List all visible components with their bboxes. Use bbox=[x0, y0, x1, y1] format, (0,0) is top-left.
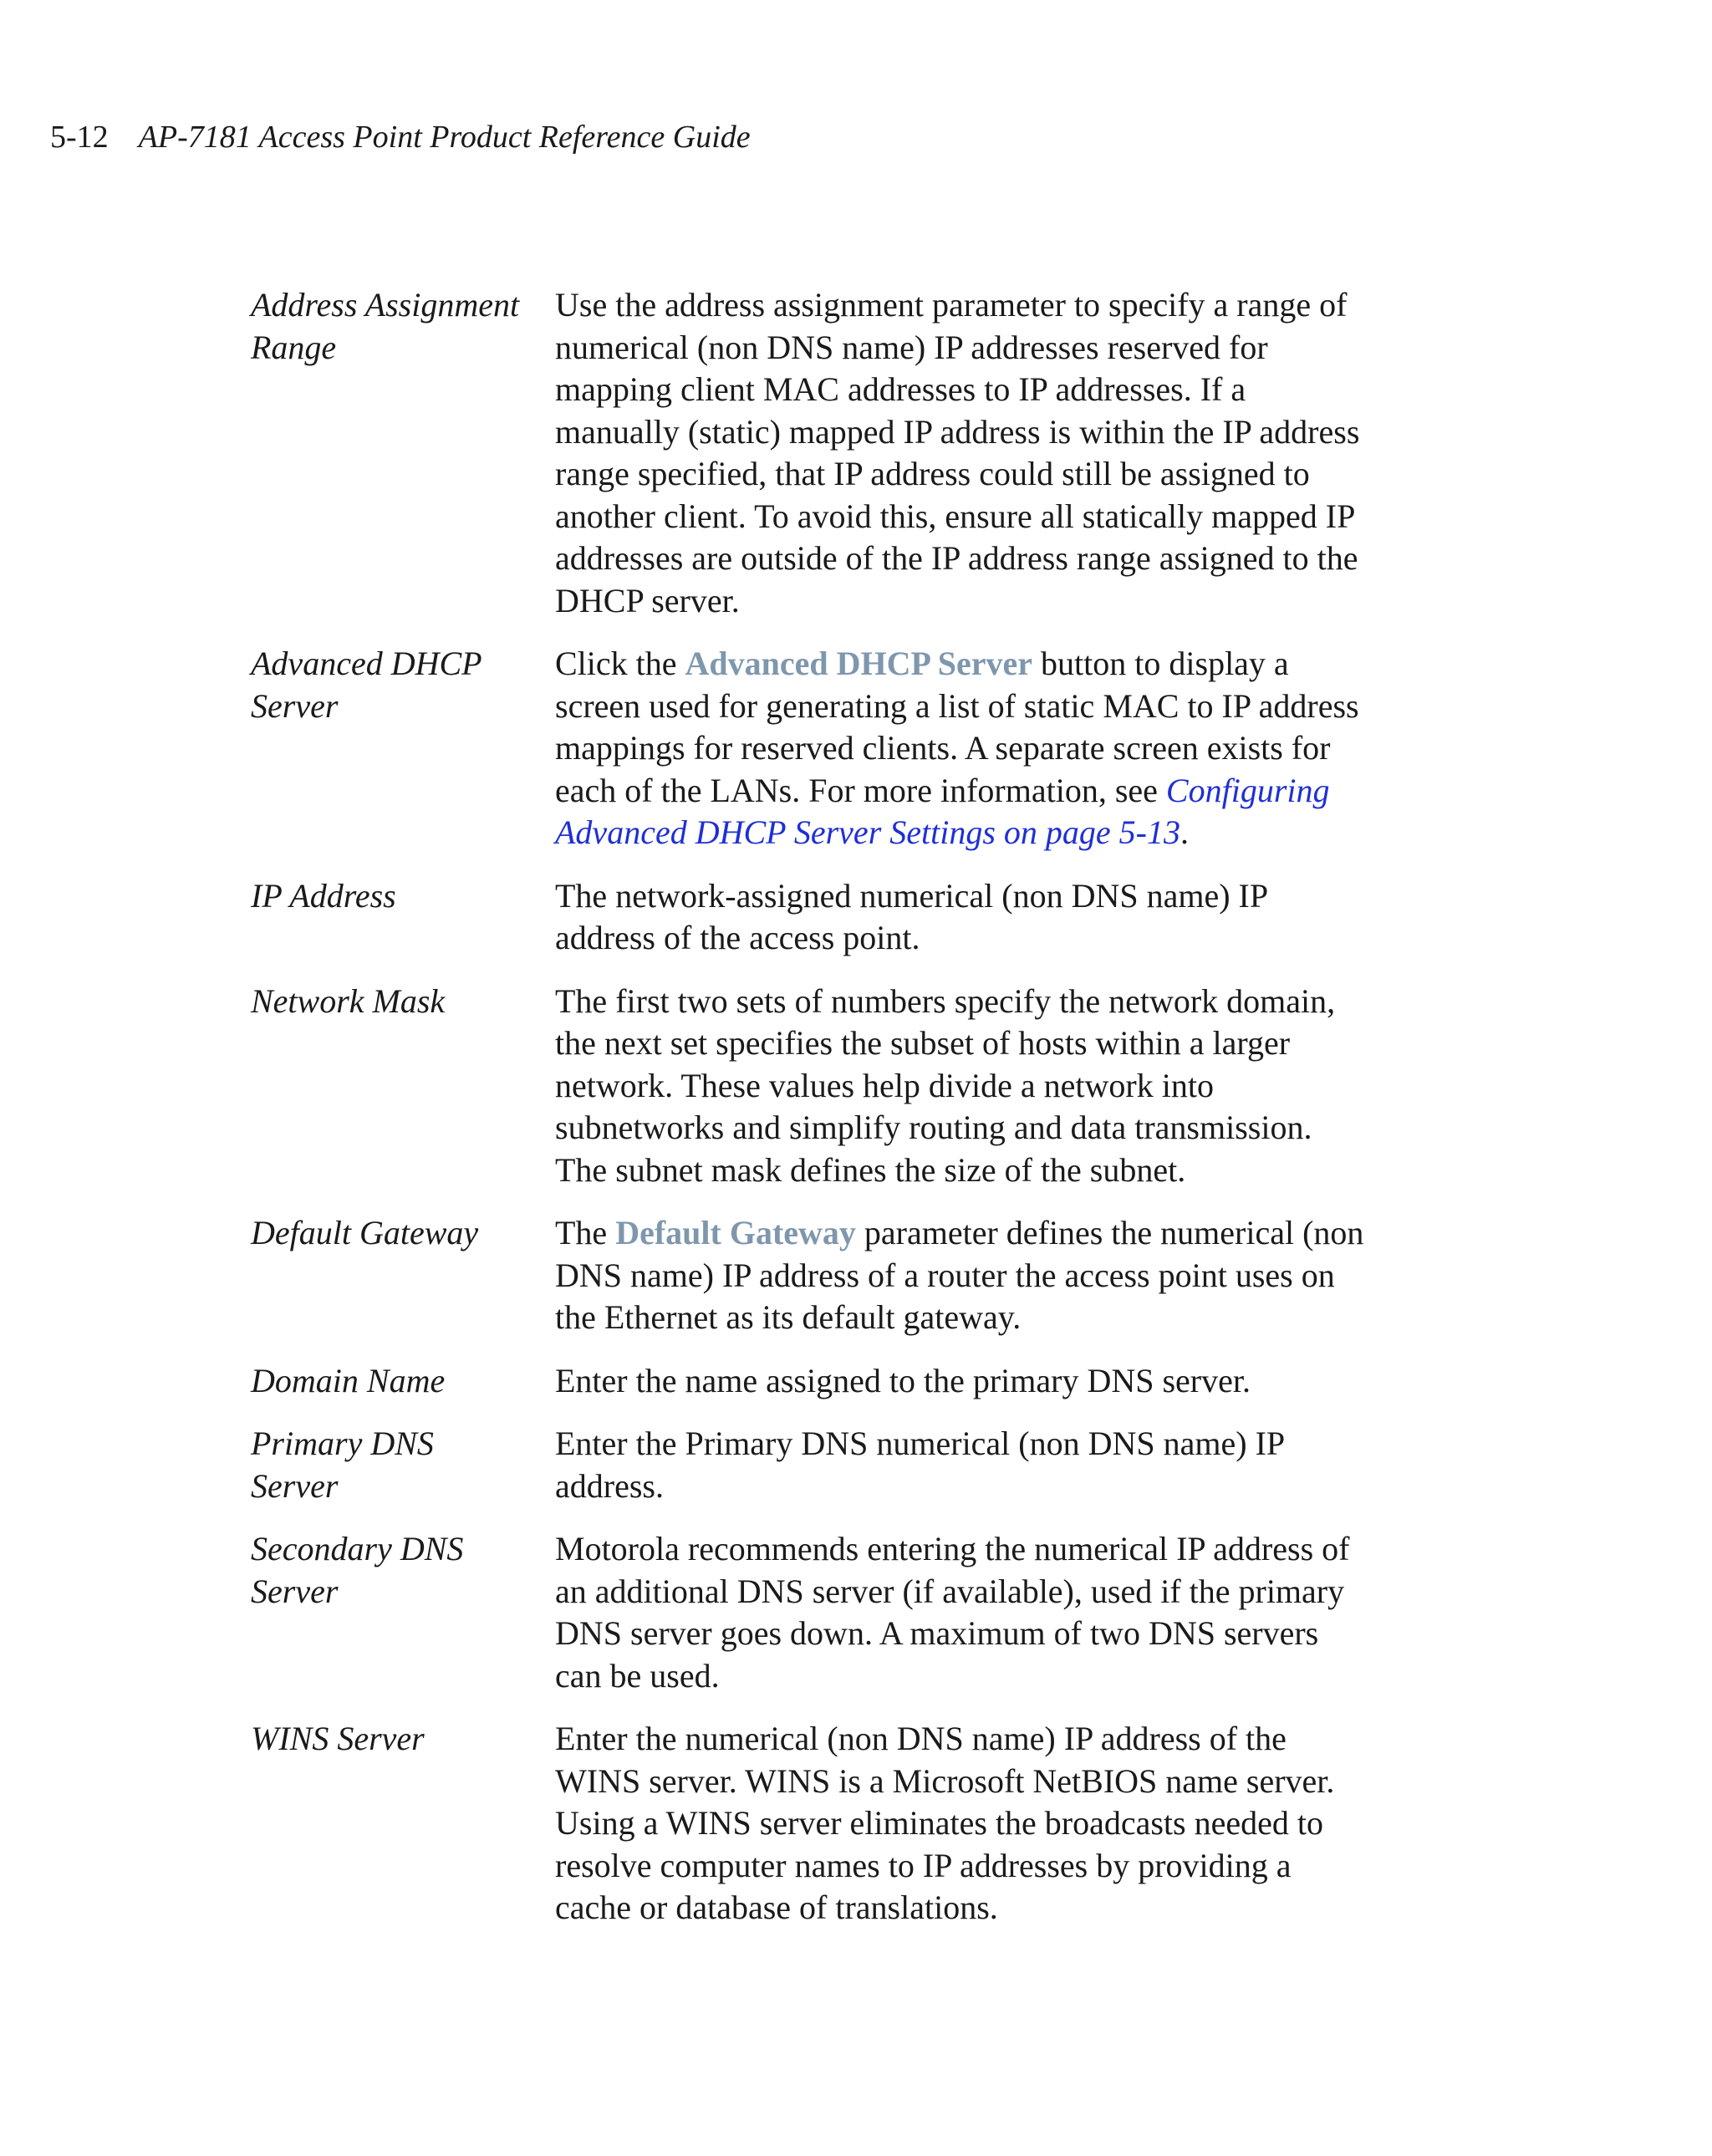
description-line: another client. To avoid this, ensure all statically mapped IP bbox=[555, 497, 1356, 535]
description-line: Motorola recommends entering the numerical IP address of bbox=[555, 1530, 1350, 1567]
cross-reference-link[interactable]: Configuring bbox=[1165, 771, 1330, 809]
param-description bbox=[555, 1718, 1408, 1929]
param-row-domain-name bbox=[251, 1360, 1421, 1403]
param-row-wins-server bbox=[251, 1718, 1421, 1929]
param-description bbox=[555, 1423, 1408, 1507]
description-line: subnetworks and simplify routing and data transmission. bbox=[555, 1109, 1312, 1146]
param-row-default-gateway bbox=[251, 1212, 1421, 1339]
param-description bbox=[555, 1212, 1408, 1339]
description-line: an additional DNS server (if available), used if the primary bbox=[555, 1572, 1345, 1610]
param-term: Advanced DHCP Server bbox=[251, 645, 482, 725]
param-term: IP Address bbox=[251, 876, 396, 915]
description-line: addresses are outside of the IP address range assigned to the bbox=[555, 539, 1358, 577]
description-line: Enter the Primary DNS numerical (non DNS name) IP bbox=[555, 1425, 1286, 1462]
param-row-address-assignment-range bbox=[251, 284, 1421, 622]
param-term: Secondary DNS Server bbox=[251, 1530, 464, 1610]
cross-reference-link[interactable]: Advanced DHCP Server Settings on page 5-13 bbox=[555, 813, 1180, 851]
description-line: network. These values help divide a network into bbox=[555, 1066, 1214, 1104]
param-term: Address Assignment Range bbox=[251, 286, 520, 366]
description-line: The first two sets of numbers specify the network domain, bbox=[555, 981, 1336, 1020]
description-line: the next set specifies the subset of hosts within a larger bbox=[555, 1024, 1291, 1062]
description-line: range specified, that IP address could still be assigned to bbox=[555, 455, 1310, 492]
param-term: Primary DNS Server bbox=[251, 1425, 434, 1505]
description-line: The network-assigned numerical (non DNS name) IP bbox=[555, 876, 1269, 915]
description-line: Using a WINS server eliminates the broadcasts needed to bbox=[555, 1804, 1323, 1842]
description-line bbox=[555, 812, 1408, 854]
description-line: DNS server goes down. A maximum of two DNS servers bbox=[555, 1614, 1319, 1652]
param-row-ip-address bbox=[251, 875, 1421, 960]
description-line: address. bbox=[555, 1466, 664, 1505]
text-run: . bbox=[1180, 813, 1189, 851]
description-line: DNS name) IP address of a router the access point uses on bbox=[555, 1256, 1335, 1294]
description-line: DHCP server. bbox=[555, 581, 740, 619]
description-line: Enter the numerical (non DNS name) IP address of the bbox=[555, 1720, 1287, 1757]
param-term: Domain Name bbox=[251, 1361, 446, 1399]
param-row-secondary-dns-server bbox=[251, 1528, 1421, 1697]
description-line: cache or database of translations. bbox=[555, 1888, 998, 1926]
text-run: Click the bbox=[555, 645, 685, 682]
param-description bbox=[555, 875, 1408, 960]
description-line bbox=[555, 643, 1408, 686]
param-description bbox=[555, 1360, 1408, 1403]
param-description bbox=[555, 1528, 1408, 1697]
description-line bbox=[555, 770, 1408, 813]
param-description bbox=[555, 284, 1408, 622]
page-number: 5-12 bbox=[50, 120, 109, 155]
description-line: resolve computer names to IP addresses by providing a bbox=[555, 1846, 1292, 1884]
description-line: mappings for reserved clients. A separate screen exists for bbox=[555, 729, 1331, 767]
param-description bbox=[555, 643, 1408, 854]
param-description bbox=[555, 981, 1408, 1192]
guide-title: AP-7181 Access Point Product Reference Guide bbox=[138, 120, 751, 155]
page-header bbox=[50, 115, 751, 159]
description-line: Use the address assignment parameter to specify a range of bbox=[555, 286, 1348, 324]
description-line: screen used for generating a list of static MAC to IP address bbox=[555, 686, 1359, 725]
param-row-advanced-dhcp-server bbox=[251, 643, 1421, 854]
description-line: manually (static) mapped IP address is within the IP address bbox=[555, 412, 1360, 451]
param-term: WINS Server bbox=[251, 1720, 425, 1757]
description-line: the Ethernet as its default gateway. bbox=[555, 1298, 1022, 1336]
text-run: The bbox=[555, 1214, 616, 1251]
ui-reference-advanced-dhcp-server: Advanced DHCP Server bbox=[685, 645, 1033, 682]
description-line: address of the access point. bbox=[555, 919, 920, 956]
param-row-primary-dns-server bbox=[251, 1423, 1421, 1507]
text-run: each of the LANs. For more information, see bbox=[555, 771, 1166, 809]
description-line: The subnet mask defines the size of the subnet. bbox=[555, 1150, 1186, 1189]
ui-reference-default-gateway: Default Gateway bbox=[615, 1214, 856, 1251]
description-line: Enter the name assigned to the primary DNS server. bbox=[555, 1361, 1251, 1399]
description-line: numerical (non DNS name) IP addresses reserved for bbox=[555, 328, 1268, 366]
description-line: mapping client MAC addresses to IP addresses. If a bbox=[555, 370, 1246, 408]
description-line: WINS server. WINS is a Microsoft NetBIOS name server. bbox=[555, 1761, 1335, 1800]
param-term: Network Mask bbox=[251, 981, 446, 1020]
text-run: parameter defines the numerical (non bbox=[855, 1214, 1364, 1251]
parameter-table bbox=[251, 284, 1421, 1950]
param-row-network-mask bbox=[251, 981, 1421, 1192]
text-run: button to display a bbox=[1032, 645, 1289, 682]
description-line: can be used. bbox=[555, 1656, 720, 1695]
description-line bbox=[555, 1212, 1408, 1255]
param-term: Default Gateway bbox=[251, 1214, 479, 1251]
